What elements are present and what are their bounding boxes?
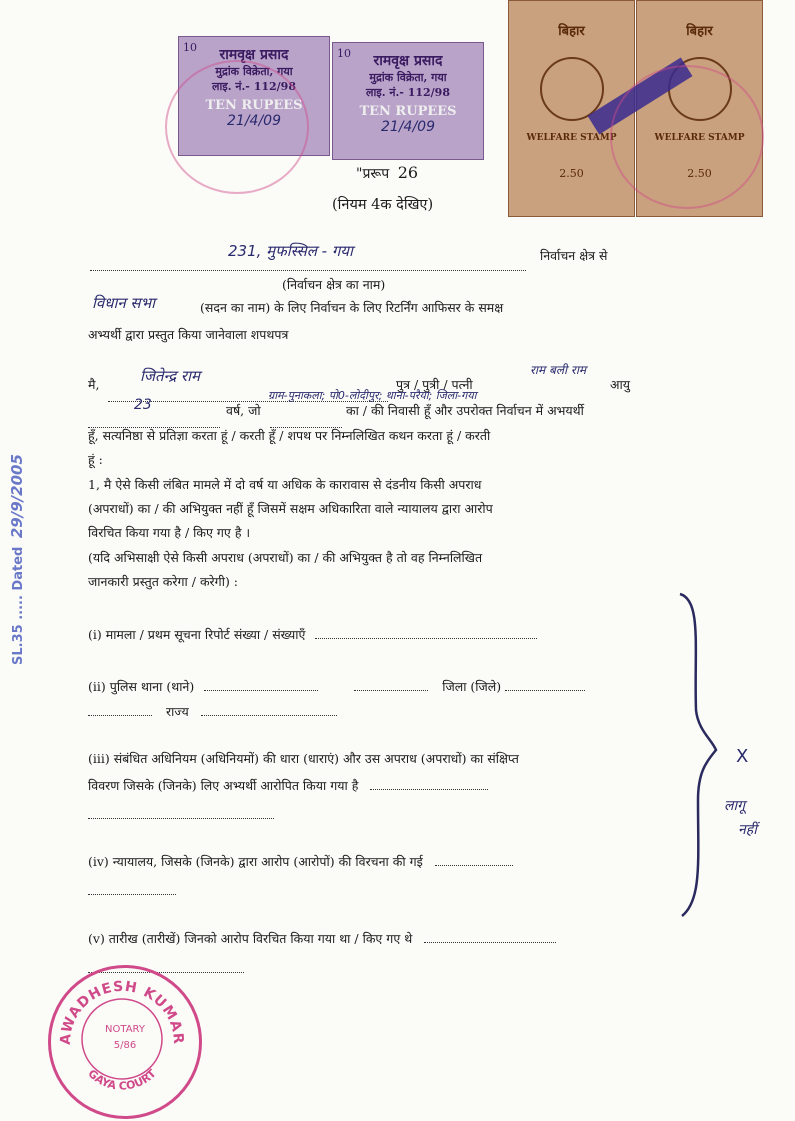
welfare-stamp-label-side: WELFARE STAMP <box>526 133 617 143</box>
deponent-name: जितेन्द्र राम <box>140 367 200 385</box>
item-iii-blank <box>88 804 274 823</box>
item-iii-line1: (iii) संबंधित अधिनियम (अधिनियमों) की धारा (धाराएं) और उस अपराध (अपराधों) का संक्षिप्त <box>88 751 519 766</box>
constituency-suffix: निर्वाचन क्षेत्र से <box>540 248 608 263</box>
revenue-stamp-place: मुद्रांक विक्रेता, गया <box>215 65 293 78</box>
house-handwritten: विधान सभा <box>92 294 155 312</box>
item-v: (v) तारीख (तारीखें) जिनको आरोप विरचित किया गया था / किए गए थे <box>88 930 556 947</box>
dotted-blank <box>204 678 318 691</box>
revenue-stamp-denomination: TEN RUPEES <box>205 98 303 113</box>
dotted-blank <box>505 678 585 691</box>
clause1-line2: (अपराधों) का / की अभियुक्त नहीं हूँ जिसमें सक्षम अधिकारिता वाले न्यायालय द्वारा आरोप <box>88 501 493 516</box>
handwritten-bracket <box>672 590 722 920</box>
dotted-blank <box>424 930 556 943</box>
father-name: राम बली राम <box>530 363 587 377</box>
notary-name: AWADHESH KUMAR <box>57 978 187 1046</box>
serial-number: SL.35 ..... Dated <box>11 546 26 665</box>
notary-title: NOTARY <box>105 1024 145 1035</box>
notary-seal <box>48 965 202 1119</box>
clause1-line1: 1, मै ऐसे किसी लंबित मामले में दो वर्ष या अधिक के कारावास से दंडनीय किसी अपराध <box>88 477 482 492</box>
dotted-blank <box>315 626 537 639</box>
revenue-stamp-license: लाइ. नं.- 112/98 <box>366 86 450 99</box>
notary-court: GAYA COURT <box>85 1066 159 1093</box>
revenue-stamp-value: 10 <box>183 41 197 54</box>
welfare-stamp-value: 2.50 <box>559 167 584 180</box>
constituency-handwritten: 231, मुफस्सिल - गया <box>228 242 353 260</box>
item-i: (i) मामला / प्रथम सूचना रिपोर्ट संख्या / संख्याएँ <box>88 626 537 643</box>
welfare-stamp-label-top: बिहार <box>686 24 713 39</box>
house-line-1: (सदन का नाम) के लिए निर्वाचन के लिए रिटर्निंग आफिसर के समक्ष <box>200 300 504 315</box>
revenue-stamp-vendor: रामवृक्ष प्रसाद <box>373 53 443 69</box>
cross-mark: X <box>736 746 749 767</box>
form-number: 26 <box>397 163 419 182</box>
relation-text: पुत्र / पुत्री / पत्नी <box>396 377 473 392</box>
age-value: 23 <box>134 397 152 413</box>
rule-reference: (नियम 4क देखिए) <box>332 197 434 213</box>
clause1-line5: जानकारी प्रस्तुत करेगा / करेगी) : <box>88 574 239 589</box>
svg-text:AWADHESH KUMAR <box>58 979 186 1046</box>
revenue-stamp-signature: 21/4/09 <box>227 113 281 129</box>
revenue-stamp-vendor: रामवृक्ष प्रसाद <box>219 47 289 63</box>
revenue-stamp-denomination: TEN RUPEES <box>359 104 457 119</box>
address-handwritten: ग्राम-पुनाकला; पो0-लोदीपुर; थाना-परैया; जिला-गया <box>268 389 477 402</box>
oath-tail: हूं : <box>88 452 103 467</box>
item-iii-line2: विवरण जिसके (जिनके) लिए अभ्यर्थी आरोपित किया गया है <box>88 777 488 794</box>
residence-text: का / की निवासी हूँ और उपरोक्त निर्वाचन में अभयर्थी <box>346 403 584 418</box>
welfare-stamp-label-top: बिहार <box>558 24 585 39</box>
item-iv: (iv) न्यायालय, जिसके (जिनके) द्वारा आरोप (आरोपों) की विरचना की गई <box>88 853 513 870</box>
not-applicable-note-1: लागू <box>724 798 745 814</box>
clause1-line4: (यदि अभिसाक्षी ऐसे किसी अपराध (अपराधों) का / की अभियुक्त है तो वह निम्नलिखित <box>88 550 483 565</box>
item-iv-blank <box>88 880 176 899</box>
serial-date: 29/9/2005 <box>8 454 26 539</box>
item-ii-state: राज्य <box>88 703 337 720</box>
house-line-2: अभ्यर्थी द्वारा प्रस्तुत किया जानेवाला शपथपत्र <box>88 327 289 342</box>
clause1-line3: विरचित किया गया है / किए गए है । <box>88 525 251 540</box>
stamp-cancel-circle <box>165 60 309 194</box>
dotted-blank <box>370 777 488 790</box>
deponent-prefix: मै, <box>88 377 100 392</box>
revenue-stamp-license: लाइ. नं.- 112/98 <box>212 80 296 93</box>
constituency-caption: (निर्वाचन क्षेत्र का नाम) <box>282 277 386 292</box>
welfare-stamp-label-side: WELFARE STAMP <box>654 133 745 143</box>
serial-date-note <box>8 454 26 665</box>
dotted-blank <box>435 853 513 866</box>
revenue-stamp-2 <box>332 42 484 160</box>
dotted-blank <box>88 703 152 716</box>
svg-text:GAYA COURT <box>85 1067 159 1093</box>
revenue-stamp-value: 10 <box>337 47 351 60</box>
oath-line: हूँ, सत्यनिष्ठा से प्रतिज्ञा करता हूं / करती हूँ / शपथ पर निम्नलिखित कथन करता हूं / करती <box>88 428 491 443</box>
not-applicable-note-2: नहीं <box>738 822 757 838</box>
stamp-cancel-circle <box>610 65 764 209</box>
notary-reg: 5/86 <box>113 1040 137 1051</box>
years-text: वर्ष, जो <box>226 403 261 418</box>
item-ii: (ii) पुलिस थाना (थाने) जिला (जिले) <box>88 678 585 695</box>
dotted-blank <box>201 703 337 716</box>
revenue-stamp-place: मुद्रांक विक्रेता, गया <box>369 71 447 84</box>
age-label: आयु <box>610 377 631 392</box>
welfare-stamp-value: 2.50 <box>687 167 712 180</box>
dotted-blank <box>354 678 428 691</box>
form-label: "प्ररूप 26 <box>356 163 419 182</box>
revenue-stamp-signature: 21/4/09 <box>381 119 435 135</box>
